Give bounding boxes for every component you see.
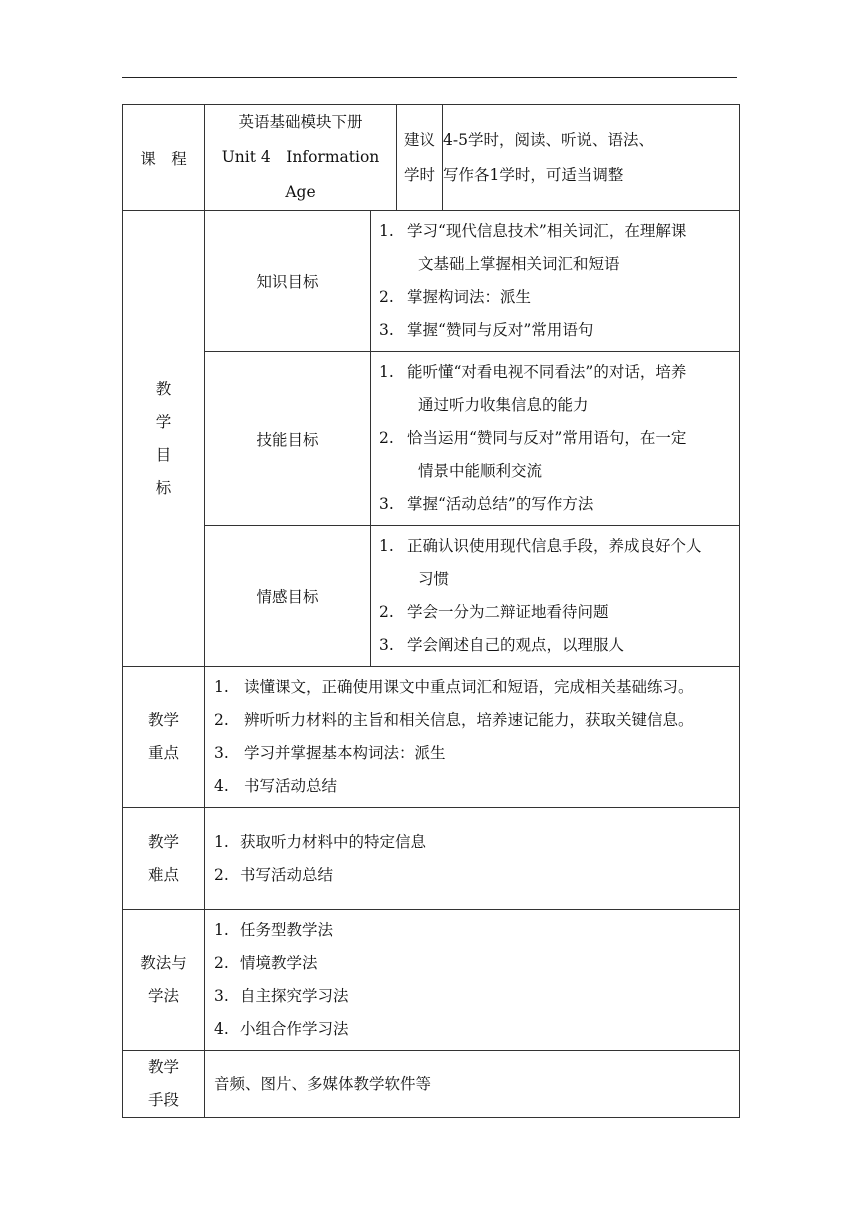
- emotion-objective-label-cell: [205, 526, 371, 667]
- skill-objective-list: [371, 352, 739, 525]
- list-item: 3. 掌握“活动总结”的写作方法: [379, 495, 594, 513]
- list-item: 1. 学习“现代信息技术”相关词汇，在理解课 文基础上掌握相关词汇和短语: [379, 222, 687, 273]
- list-item: 2. 掌握构词法：派生: [379, 288, 532, 306]
- course-name-cell: [205, 105, 397, 211]
- methods-label-2: 学法: [147, 987, 179, 1005]
- list-item: 4. 书写活动总结: [214, 777, 338, 795]
- list-item: 1. 正确认识使用现代信息手段，养成良好个人 习惯: [379, 537, 702, 588]
- list-item: 1. 能听懂“对看电视不同看法”的对话，培养 通过听力收集信息的能力: [379, 363, 687, 414]
- suggest-hours-cell: [443, 105, 740, 211]
- suggest-hours-line2: 写作各1学时，可适当调整: [443, 165, 624, 184]
- methods-label-1: 教法与: [140, 954, 187, 972]
- lesson-plan-table: [122, 104, 740, 1118]
- course-label-cell: [123, 105, 205, 211]
- list-item: 3. 自主探究学习法: [214, 987, 349, 1005]
- emotion-objective-row: [123, 526, 740, 667]
- key-points-label-1: 教学: [147, 711, 179, 729]
- knowledge-objective-list: [371, 211, 739, 351]
- list-item: 1. 获取听力材料中的特定信息: [214, 832, 427, 851]
- objectives-label-char: 学: [155, 412, 172, 431]
- emotion-objective-list-cell: [371, 526, 740, 667]
- course-name-line1: 英语基础模块下册: [238, 113, 363, 131]
- objectives-label-cell: [123, 211, 205, 667]
- means-label-2: 手段: [147, 1091, 179, 1109]
- list-item: 1. 任务型教学法: [214, 921, 334, 939]
- difficulties-row: [123, 808, 740, 910]
- methods-list-cell: [205, 910, 740, 1051]
- key-points-label-cell: [123, 667, 205, 808]
- course-name-line2: Unit 4 Information Age: [221, 148, 380, 201]
- key-points-list-cell: [205, 667, 740, 808]
- knowledge-objective-label: 知识目标: [256, 273, 319, 291]
- lesson-plan-page: [122, 104, 739, 1118]
- means-label-1: 教学: [147, 1058, 179, 1076]
- list-item: 3. 学习并掌握基本构词法：派生: [214, 744, 446, 762]
- emotion-objective-list: [371, 526, 739, 666]
- key-points-label-2: 重点: [147, 744, 179, 762]
- difficulties-list: [205, 822, 739, 896]
- emotion-objective-label: 情感目标: [256, 588, 319, 606]
- header-rule: [122, 77, 737, 78]
- key-points-list: [205, 667, 739, 807]
- list-item: 2. 书写活动总结: [214, 865, 334, 884]
- skill-objective-label-cell: [205, 352, 371, 526]
- list-item: 2. 辨听听力材料的主旨和相关信息，培养速记能力，获取关键信息。: [214, 711, 694, 729]
- methods-label-cell: [123, 910, 205, 1051]
- means-label-cell: [123, 1051, 205, 1118]
- knowledge-objective-row: [123, 211, 740, 352]
- list-item: 1. 读懂课文，正确使用课文中重点词汇和短语，完成相关基础练习。: [214, 678, 694, 696]
- list-item: 3. 学会阐述自己的观点，以理服人: [379, 636, 625, 654]
- list-item: 2. 学会一分为二辩证地看待问题: [379, 603, 609, 621]
- course-label: 课 程: [140, 149, 187, 168]
- course-row: [123, 105, 740, 211]
- skill-objective-list-cell: [371, 352, 740, 526]
- key-points-row: [123, 667, 740, 808]
- difficulties-label-2: 难点: [147, 865, 179, 884]
- objectives-label-char: 教: [155, 379, 172, 398]
- skill-objective-label: 技能目标: [256, 430, 319, 449]
- objectives-label-char: 目: [155, 445, 172, 464]
- knowledge-objective-list-cell: [371, 211, 740, 352]
- list-item: 3. 掌握“赞同与反对”常用语句: [379, 321, 594, 339]
- difficulties-label-1: 教学: [147, 832, 179, 851]
- list-item: 4. 小组合作学习法: [214, 1020, 349, 1038]
- means-text-cell: [205, 1051, 740, 1118]
- means-row: [123, 1051, 740, 1118]
- knowledge-objective-label-cell: [205, 211, 371, 352]
- suggest-hours-label-cell: [397, 105, 443, 211]
- methods-row: [123, 910, 740, 1051]
- suggest-hours-line1: 4-5学时，阅读、听说、语法、: [443, 130, 654, 149]
- objectives-label-char: 标: [155, 478, 172, 497]
- skill-objective-row: [123, 352, 740, 526]
- difficulties-label-cell: [123, 808, 205, 910]
- list-item: 2. 情境教学法: [214, 954, 318, 972]
- list-item: 2. 恰当运用“赞同与反对”常用语句，在一定 情景中能顺利交流: [379, 429, 687, 480]
- suggest-hours-label-2: 学时: [404, 165, 436, 184]
- suggest-hours-label-1: 建议: [404, 130, 436, 149]
- difficulties-list-cell: [205, 808, 740, 910]
- means-text: 音频、图片、多媒体教学软件等: [214, 1074, 432, 1093]
- methods-list: [205, 910, 739, 1050]
